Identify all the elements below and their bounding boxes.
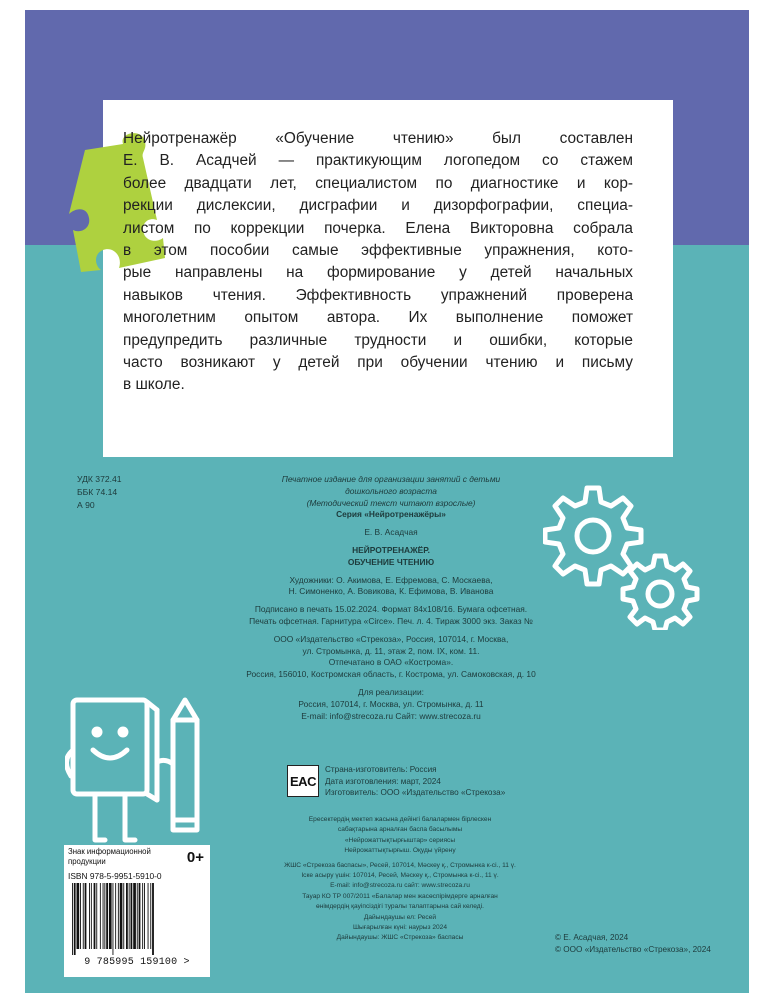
kz-line: Шығарылған күні: наурыз 2024: [353, 924, 447, 932]
imprint-artists-2: Н. Симоненко, А. Вовикова, К. Ефимова, В. Иванова: [288, 586, 494, 597]
library-codes: [77, 473, 122, 512]
imprint-block: [215, 474, 567, 722]
kazakh-imprint: [215, 815, 585, 944]
kz-line: Іске асыру үшін: 107014, Ресей, Мәскеу қ., Стромынка к-сі., 11 ү.: [301, 872, 499, 880]
book-description: [123, 128, 633, 397]
imprint-sales-1: Для реализации:: [358, 686, 424, 697]
kz-line: «Нейрожаттықтырғыштар» сериясы: [344, 836, 456, 844]
kz-line: Нейрожаттықтырғыш. Оқуды үйрену: [344, 847, 456, 855]
description-line: многолетним опытом автора. Их выполнение поможет: [123, 309, 633, 327]
kz-line: Дайындаушы: ЖШС «Стрекоза» баспасы: [336, 934, 464, 942]
age-rating-label: Знак информационной продукции: [68, 847, 151, 866]
kz-line: Тауар КО ТР 007/2011 «Балалар мен жасөспірімдерге арналған: [302, 892, 498, 900]
imprint-printed-2: Россия, 156010, Костромская область, г. Кострома, ул. Самоковская, д. 10: [246, 669, 536, 680]
imprint-sales-3: E-mail: info@strecoza.ru Сайт: www.strecoza.ru: [301, 710, 481, 721]
description-line: рекции дислексии, дисграфии и дизорфографии, специа-: [123, 197, 633, 215]
description-line: листом по коррекции почерка. Елена Викторовна собрала: [123, 219, 633, 237]
imprint-sales-2: Россия, 107014, г. Москва, ул. Стромынка, д. 11: [298, 698, 484, 709]
eac-maker: Изготовитель: ООО «Издательство «Стрекоза»: [325, 788, 506, 798]
age-rating-row: [68, 847, 206, 869]
description-line: предупредить различные трудности и ошибки, которые: [123, 331, 633, 349]
kz-line: Ересектердің мектеп жасына дейінгі балалармен бірлескен: [308, 816, 492, 823]
eac-logo: EAC: [287, 765, 319, 797]
description-line: в школе.: [123, 376, 185, 394]
description-line: Е. В. Асадчей — практикующим логопедом со стажем: [123, 152, 633, 170]
udk-code: УДК 372.41: [77, 474, 122, 484]
imprint-publisher-1: ООО «Издательство «Стрекоза», Россия, 107014, г. Москва,: [273, 633, 509, 644]
manufacturer-info: [325, 764, 505, 799]
bbk-code: ББК 74.14: [77, 487, 118, 497]
description-line: навыков чтения. Эффективность упражнений проверена: [123, 286, 633, 304]
description-line: более двадцати лет, специалистом по диагностике и кор-: [123, 174, 633, 192]
description-line: Нейротренажёр «Обучение чтению» был составлен: [123, 130, 633, 147]
description-line: рые направлены на формирование у детей начальных: [123, 264, 633, 282]
imprint-publisher-2: ул. Стромынка, д. 11, этаж 2, пом. IX, ком. 11.: [302, 645, 480, 656]
imprint-title-1: НЕЙРОТРЕНАЖЁР.: [352, 544, 430, 555]
copyright-block: [555, 932, 711, 957]
description-line: в этом пособии самые эффективные упражнения, кото-: [123, 242, 633, 260]
imprint-purpose-2: дошкольного возраста: [345, 485, 437, 496]
copyright-author: © Е. Асадчая, 2024: [555, 933, 629, 942]
imprint-purpose-1: Печатное издание для организации занятий с детьми: [281, 474, 501, 484]
kz-line: E-mail: info@strecoza.ru сайт: www.strecoza.ru: [330, 882, 470, 890]
description-line: часто возникают у детей при обучении чтению и письму: [123, 354, 633, 372]
barcode-icon: [70, 883, 204, 955]
kz-line: сабақтарына арналған баспа басылымы: [337, 826, 463, 834]
barcode-digits: 9 785995 159100 >: [84, 957, 190, 968]
imprint-print-1: Подписано в печать 15.02.2024. Формат 84х108/16. Бумага офсетная.: [254, 604, 528, 615]
kz-line: Дайындаушы ел: Ресей: [363, 913, 437, 921]
imprint-print-2: Печать офсетная. Гарнитура «Circe». Печ. л. 4. Тираж 3000 экз. Заказ №: [249, 615, 533, 626]
kz-line: ЖШС «Стрекоза баспасы», Ресей, 107014, Мәскеу қ., Стромынка к-сі., 11 ү.: [284, 861, 516, 869]
imprint-author: Е. В. Асадчая: [364, 527, 418, 538]
gears-icon: [543, 480, 703, 630]
isbn-text: ISBN 978-5-9951-5910-0: [68, 871, 162, 881]
eac-date: Дата изготовления: март, 2024: [325, 776, 441, 786]
book-pencil-mascot-icon: [65, 680, 215, 850]
age-rating-mark: 0+: [186, 849, 204, 866]
kz-line: өнімдердің қауіпсіздігі туралы талаптарына сай келеді.: [316, 903, 484, 911]
copyright-publisher: © ООО «Издательство «Стрекоза», 2024: [555, 945, 711, 955]
imprint-purpose-3: (Методический текст читают взрослые): [306, 497, 476, 508]
imprint-printed-1: Отпечатано в ОАО «Кострома».: [328, 657, 454, 668]
eac-country: Страна-изготовитель: Россия: [325, 765, 437, 774]
imprint-title-2: ОБУЧЕНИЕ ЧТЕНИЮ: [347, 556, 435, 567]
barcode-panel: [64, 845, 210, 977]
imprint-artists-1: Художники: О. Акимова, Е. Ефремова, С. Москаева,: [289, 574, 493, 585]
author-mark: А 90: [77, 500, 95, 510]
imprint-series: Серия «Нейротренажёры»: [336, 509, 446, 520]
